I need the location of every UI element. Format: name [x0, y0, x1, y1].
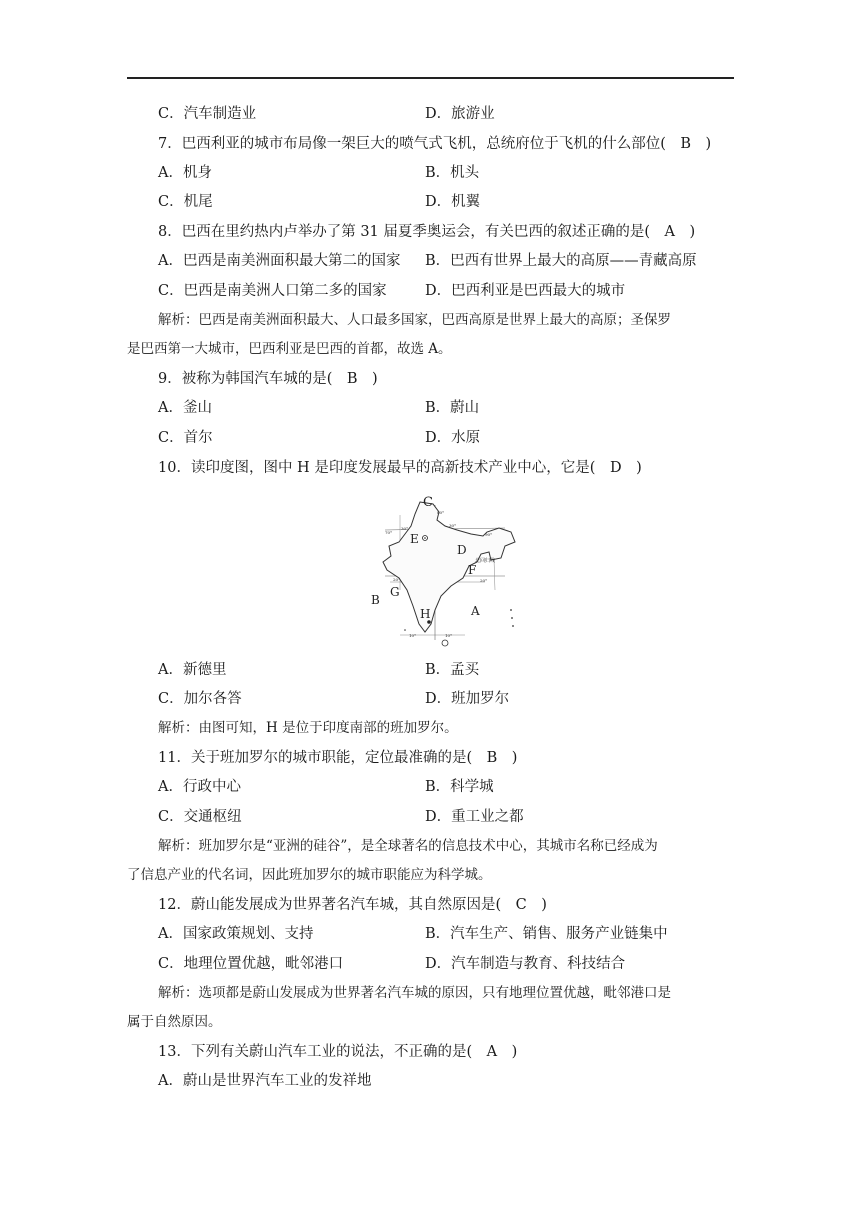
map-label-f: F [468, 563, 477, 577]
q12-explanation-line1: 解析：选项都是蔚山发展成为世界著名汽车城的原因，只有地理位置优越，毗邻港口是 [158, 985, 671, 1001]
q11-stem: 11．关于班加罗尔的城市职能，定位最准确的是( B ) [158, 750, 518, 766]
q8-option-b: B．巴西有世界上最大的高原——青藏高原 [425, 253, 697, 269]
q11-option-b: B．科学城 [425, 779, 494, 795]
map-label-h: H [420, 607, 431, 621]
lat-label-10-left: 10° [409, 633, 417, 638]
island-dot [512, 625, 514, 627]
q9-option-b: B．蔚山 [425, 400, 480, 416]
q12-option-c: C．地理位置优越，毗邻港口 [158, 956, 344, 972]
q12-option-b: B．汽车生产、销售、服务产业链集中 [425, 926, 668, 942]
q10-option-a: A．新德里 [158, 662, 227, 678]
lat-label-20-right: 20° [480, 578, 488, 583]
island-dot [510, 609, 512, 611]
lat-label-10-right: 10° [445, 633, 453, 638]
map-label-e: E [410, 532, 419, 546]
lat-label-30-left: 30° [401, 526, 409, 531]
q12-stem: 12．蔚山能发展成为世界著名汽车城，其自然原因是( C ) [158, 897, 547, 913]
lon-label-80: 80° [437, 510, 445, 515]
q7-stem: 7．巴西利亚的城市布局像一架巨大的喷气式飞机，总统府位于飞机的什么部位( B ) [158, 136, 712, 152]
q8-explanation-line1: 解析：巴西是南美洲面积最大、人口最多国家，巴西高原是世界上最大的高原；圣保罗 [158, 312, 671, 328]
q8-explanation-line2: 是巴西第一大城市，巴西利亚是巴西的首都，故选 A。 [127, 341, 452, 357]
map-label-c: C [423, 495, 433, 510]
lat-label-30-right: 30° [449, 523, 457, 528]
q12-explanation-line2: 属于自然原因。 [127, 1014, 222, 1030]
header-rule [127, 77, 734, 79]
q6-option-c: C．汽车制造业 [158, 106, 257, 122]
q9-option-c: C．首尔 [158, 430, 213, 446]
q6-option-d: D．旅游业 [425, 106, 495, 122]
lon-label-70: 70° [385, 530, 393, 535]
map-label-b: B [371, 593, 380, 607]
q7-option-a: A．机身 [158, 165, 212, 181]
india-map-svg [365, 490, 530, 650]
island-dot [404, 629, 406, 631]
q12-option-a: A．国家政策规划、支持 [158, 926, 314, 942]
q11-option-a: A．行政中心 [158, 779, 241, 795]
lat-label-20-left: 20° [393, 577, 401, 582]
q10-option-d: D．班加罗尔 [425, 691, 510, 707]
city-e-dot [424, 537, 426, 539]
q7-option-d: D．机翼 [425, 194, 481, 210]
q10-option-c: C．加尔各答 [158, 691, 242, 707]
q8-option-a: A．巴西是南美洲面积最大第二的国家 [158, 253, 401, 269]
india-map [365, 490, 530, 650]
q11-explanation-line2: 了信息产业的代名词，因此班加罗尔的城市职能应为科学城。 [127, 867, 492, 883]
map-label-a: A [471, 604, 480, 618]
q7-option-b: B．机头 [425, 165, 480, 181]
tropic-label: 北回归线 [475, 558, 496, 564]
q7-option-c: C．机尾 [158, 194, 213, 210]
q9-stem: 9．被称为韩国汽车城的是( B ) [158, 371, 378, 387]
q11-explanation-line1: 解析：班加罗尔是“亚洲的硅谷”，是全球著名的信息技术中心，其城市名称已经成为 [158, 838, 658, 854]
q8-stem: 8．巴西在里约热内卢举办了第 31 届夏季奥运会，有关巴西的叙述正确的是( A ) [158, 224, 696, 240]
india-outline [383, 502, 515, 632]
q9-option-a: A．釜山 [158, 400, 212, 416]
island-dot [511, 617, 513, 619]
q10-stem: 10．读印度图，图中 H 是印度发展最早的高新技术产业中心，它是( D ) [158, 460, 642, 476]
lon-label-90: 90° [485, 532, 493, 537]
q13-stem: 13．下列有关蔚山汽车工业的说法，不正确的是( A ) [158, 1044, 518, 1060]
map-label-g: G [390, 585, 400, 599]
q10-explanation: 解析：由图可知，H 是位于印度南部的班加罗尔。 [158, 720, 458, 736]
q11-option-d: D．重工业之都 [425, 809, 524, 825]
q8-option-d: D．巴西利亚是巴西最大的城市 [425, 283, 626, 299]
q13-option-a: A．蔚山是世界汽车工业的发祥地 [158, 1073, 372, 1089]
q8-option-c: C．巴西是南美洲人口第二多的国家 [158, 283, 387, 299]
q12-option-d: D．汽车制造与教育、科技结合 [425, 956, 626, 972]
q10-option-b: B．孟买 [425, 662, 480, 678]
map-label-d: D [457, 543, 467, 557]
q9-option-d: D．水原 [425, 430, 481, 446]
sri-lanka-shape [442, 640, 448, 646]
q11-option-c: C．交通枢纽 [158, 809, 242, 825]
